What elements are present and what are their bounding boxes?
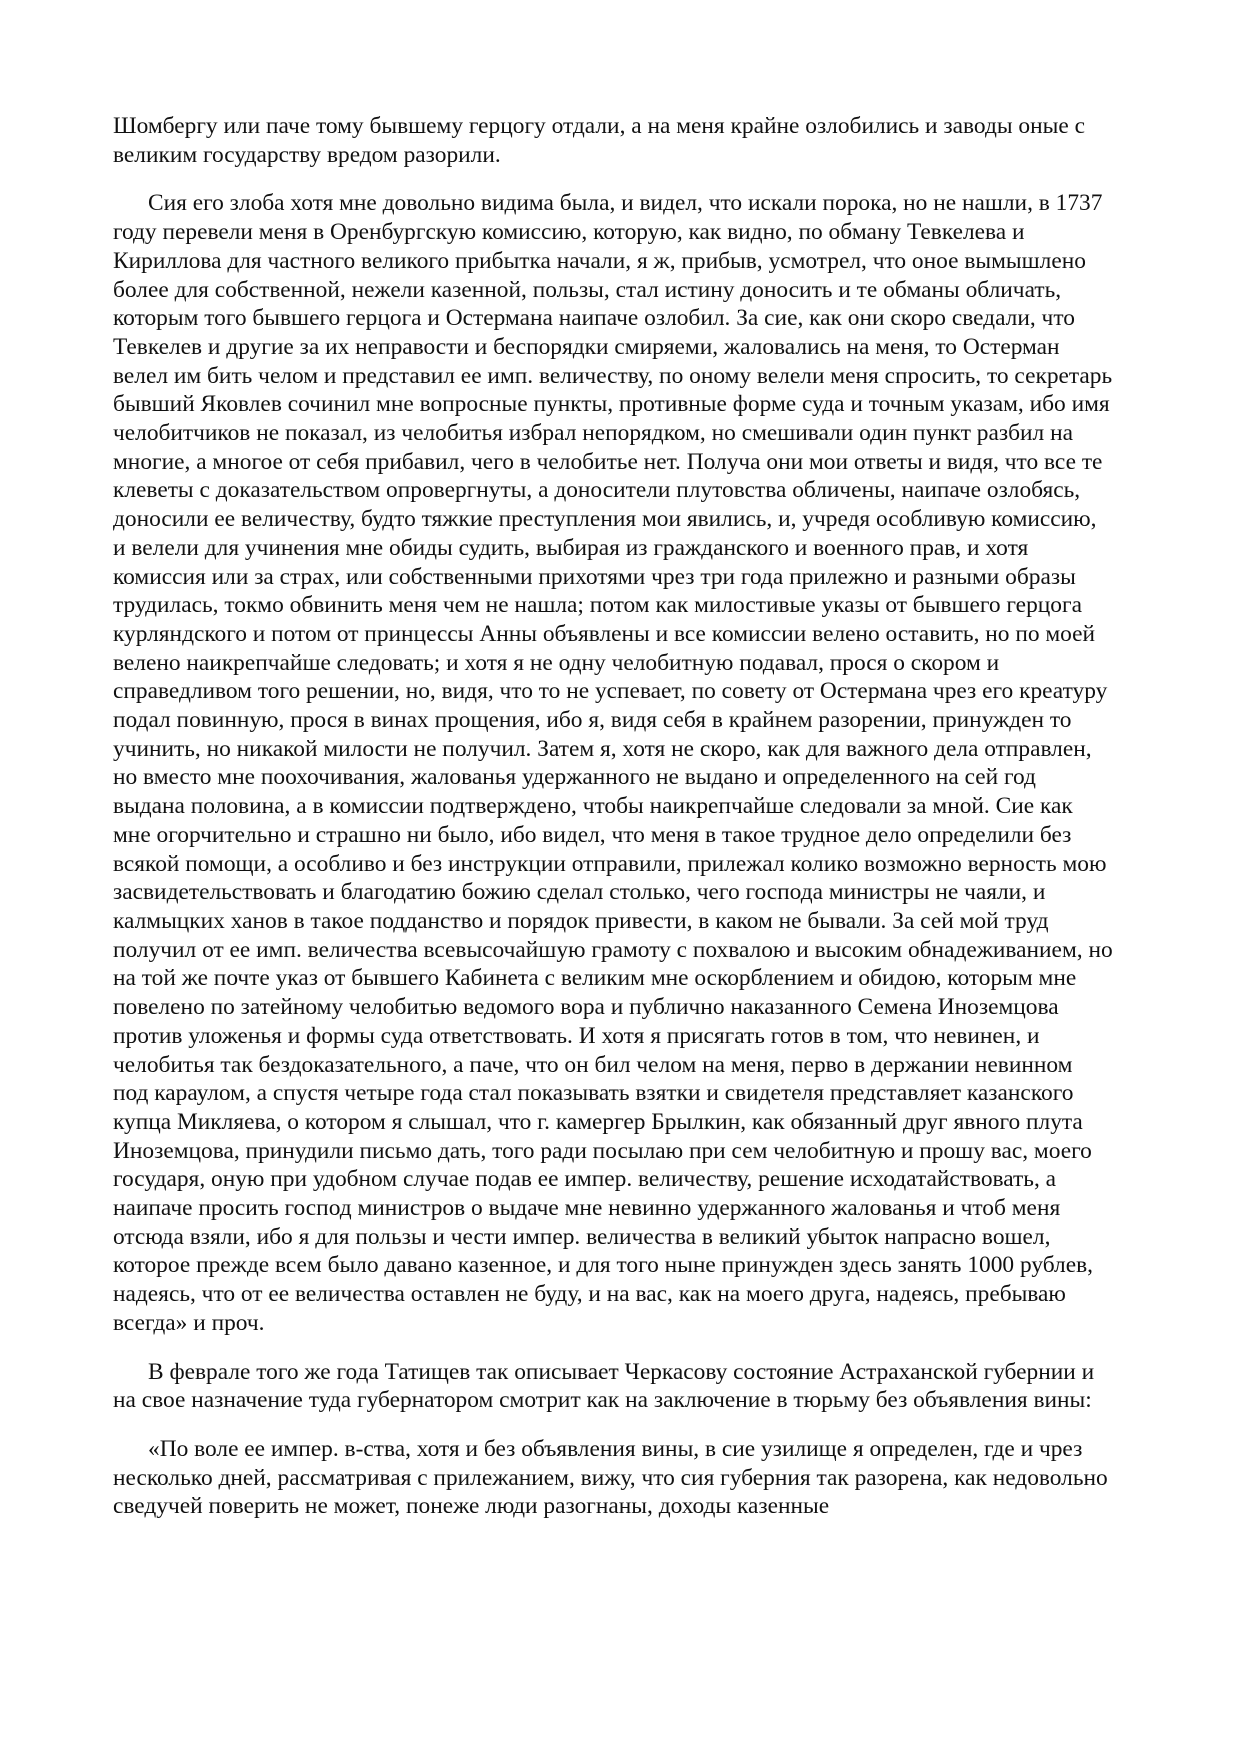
paragraph-2: Сия его злоба хотя мне довольно видима была, и видел, что искали порока, но не нашли, в 1737 году перевели меня в Оренбургскую комиссию, которую, как видно, по обману Тевкелева и Кириллова для частного великого прибытка начали, я ж, прибыв, усмотрел, что оное вымышлено более для собственной, нежели казенной, пользы, стал истину доносить и те обманы обличать, которым того бывшего герцога и Остермана наипаче озлобил. За сие, как они скоро сведали, что Тевкелев и другие за их неправости и беспорядки смиряеми, жаловались на меня, то Остерман велел им бить челом и представил ее имп. величеству, по оному велели меня спросить, то секретарь бывший Яковлев сочинил мне вопросные пункты, противные форме суда и точным указам, ибо имя челобитчиков не показал, из челобитья избрал непорядком, но смешивали один пункт разбил на многие, а многое от себя прибавил, чего в челобитье нет. Получа они мои ответы и видя, что все те клеветы с доказательством опровергнуты, а доносители плутовства обличены, наипаче озлобясь, доносили ее величеству, будто тяжкие преступления мои явились, и, учредя особливую комиссию, и велели для учинения мне обиды судить, выбирая из гражданского и военного прав, и хотя комиссия или за страх, или собственными прихотями чрез три года прилежно и разными образы трудилась, токмо обвинить меня чем не нашла; потом как милостивые указы от бывшего герцога курляндского и потом от принцессы Анны объявлены и все комиссии велено оставить, но по моей велено наикрепчайше следовать; и хотя я не одну челобитную подавал, прося о скором и справедливом того решении, но, видя, что то не успевает, по совету от Остермана чрез его креатуру подал повинную, прося в винах прощения, ибо я, видя себя в крайнем разорении, принужден то учинить, но никакой милости не получил. Затем я, хотя не скоро, как для важного дела отправлен, но вместо мне поохочивания, жалованья удержанного не выдано и определенного на сей год выдана половина, а в комиссии подтверждено, чтобы наикрепчайше следовали за мной. Сие как мне огорчительно и страшно ни было, ибо видел, что меня в такое трудное дело определили без всякой помощи, а особливо и без инструкции отправили, прилежал колико возможно верность мою засвидетельствовать и благодатию божию сделал столько, чего господа министры не чаяли, и калмыцких ханов в такое подданство и порядок привести, в каком не бывали. За сей мой труд получил от ее имп. величества всевысочайшую грамоту с похвалою и высоким обнадеживанием, но на той же почте указ от бывшего Кабинета с великим мне оскорблением и обидою, которым мне повелено по затейному челобитью ведомого вора и публично наказанного Семена Иноземцова против уложенья и формы суда ответствовать. И хотя я присягать готов в том, что невинен, и челобитья так бездоказательного, а паче, что он бил челом на меня, перво в держании невинном под караулом, а спустя четыре года стал показывать взятки и свидетеля представляет казанского купца Микляева, о котором я слышал, что г. камергер Брылкин, как обязанный друг явного плута Иноземцова, принудили письмо дать, того ради посылаю при сем челобитную и прошу вас, моего государя, оную при удобном случае подав ее импер. величеству, решение исходатайствовать, а наипаче просить господ министров о выдаче мне невинно удержанного жалованья и чтоб меня отсюда взяли, ибо я для пользы и чести импер. величества в великий убыток напрасно вошел, которое прежде всем было давано казенное, и для того ныне принужден здесь занять 1000 рублев, надеясь, что от ее величества оставлен не буду, и на вас, как на моего друга, надеясь, пребываю всегда» и проч.: [113, 190, 1113, 1336]
paragraph-gap: [113, 169, 1113, 189]
paragraph-gap: [113, 1338, 1113, 1358]
paragraph-4: «По воле ее импер. в-ства, хотя и без объявления вины, в сие узилище я определен, где и чрез несколько дней, рассматривая с прилежанием, вижу, что сия губерния так разорена, как недовольно сведучей поверить не может, понеже люди разогнаны, доходы казенные: [113, 1435, 1108, 1520]
paragraph-3: В феврале того же года Татищев так описывает Черкасову состояние Астраханской губернии и на свое назначение туда губернатором смотрит как на заключение в тюрьму без объявления вины:: [113, 1358, 1095, 1414]
paragraph-1: Шомбергу или паче тому бывшему герцогу отдали, а на меня крайне озлобились и заводы оные с великим государству вредом разорили.: [113, 113, 1085, 168]
document-body: [113, 112, 1113, 1521]
paragraph-gap: [113, 1415, 1113, 1435]
